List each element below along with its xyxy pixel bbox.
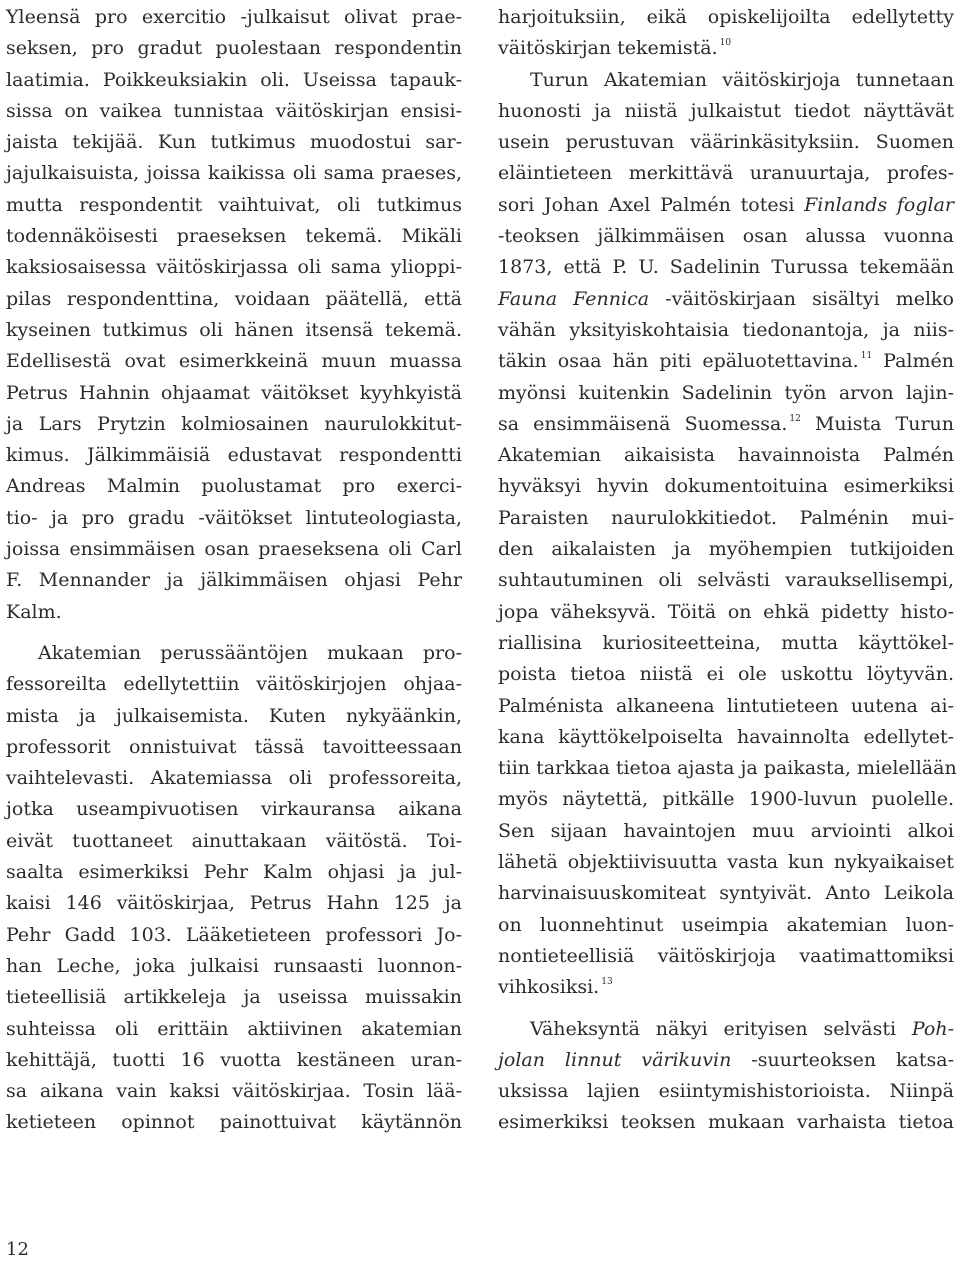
line-text: pilas respondenttina, voidaan päätellä, että xyxy=(6,287,462,310)
footnote-reference: 11 xyxy=(860,351,873,362)
line-text: täkin osaa hän piti epäluotettavina. xyxy=(498,350,859,373)
text-line xyxy=(6,315,462,346)
line-text: sa ensimmäisenä Suomessa. xyxy=(498,412,788,435)
text-line xyxy=(6,1076,462,1107)
footnote-reference: 10 xyxy=(719,38,732,49)
line-text: han Leche, joka julkaisi runsaasti luonnon- xyxy=(6,954,462,977)
line-text: fessoreilta edellytettiin väitöskirjojen ohjaa- xyxy=(6,673,462,696)
text-line xyxy=(6,1045,462,1076)
text-line xyxy=(6,732,462,763)
line-text: poista tietoa niistä ei ole uskottu löytyvän. xyxy=(498,663,954,686)
line-text: professorit onnistuivat tässä tavoitteessaan xyxy=(6,735,462,758)
line-text: Turun Akatemian väitöskirjoja tunnetaan xyxy=(530,68,954,91)
line-text: väitöskirjan tekemistä. xyxy=(498,37,718,60)
text-line xyxy=(498,878,954,909)
line-text: -väitöskirjaan sisältyi melko xyxy=(649,287,954,310)
line-text: Andreas Malmin puolustamat pro exerci- xyxy=(6,475,462,498)
text-line xyxy=(6,221,462,252)
line-text: Sen sijaan havaintojen muu arviointi alkoi xyxy=(498,819,954,842)
line-text: Muista Turun xyxy=(800,412,954,435)
line-text: Paraisten naurulokkitiedot. Palménin mui- xyxy=(498,506,954,529)
italic-title: jolan linnut värikuvin xyxy=(498,1048,732,1071)
text-line xyxy=(498,158,954,189)
text-line xyxy=(498,597,954,628)
italic-title: Fauna Fennica xyxy=(498,287,650,310)
line-text: harvinaisuuskomiteat syntyivät. Anto Leikola xyxy=(498,882,954,905)
footnote-reference: 12 xyxy=(789,413,801,424)
line-text: Väheksyntä näkyi erityisen selvästi xyxy=(530,1017,912,1040)
line-text: kehittäjä, tuotti 16 vuotta kestäneen uran- xyxy=(6,1048,462,1071)
line-text: ketieteen opinnot painottuivat käytännön xyxy=(6,1111,462,1134)
line-text: hyväksyi hyvin dokumentoituina esimerkiksi xyxy=(498,475,954,498)
line-text: usein perustuvan väärinkäsityksiin. Suomen xyxy=(498,131,954,154)
line-text: sori Johan Axel Palmén totesi xyxy=(498,193,805,216)
text-line xyxy=(6,951,462,982)
text-line xyxy=(498,691,954,722)
text-line xyxy=(6,638,462,669)
text-line xyxy=(498,1045,954,1076)
text-line xyxy=(498,471,954,502)
line-text: eläintieteen merkittävä uranuurtaja, profes- xyxy=(498,162,954,185)
text-line xyxy=(498,847,954,878)
text-line xyxy=(6,284,462,315)
page-number: 12 xyxy=(6,1239,29,1260)
line-text: sa aikana vain kaksi väitöskirjaa. Tosin lää- xyxy=(6,1080,462,1103)
text-line xyxy=(498,378,954,409)
text-line xyxy=(498,972,954,1003)
text-line xyxy=(6,597,462,628)
line-text: vaihtelevasti. Akatemiassa oli professoreita, xyxy=(6,767,462,790)
line-text: den aikalaisten ja myöhempien tutkijoiden xyxy=(498,538,954,561)
text-line xyxy=(6,534,462,565)
text-line xyxy=(6,920,462,951)
text-line xyxy=(6,96,462,127)
line-text: Kalm. xyxy=(6,600,62,623)
text-line xyxy=(498,96,954,127)
text-line xyxy=(498,784,954,815)
line-text: kana käyttökelpoiselta havainnolta edellytet- xyxy=(498,725,954,748)
text-line xyxy=(498,910,954,941)
line-text: kyseinen tutkimus oli hänen itsensä tekemä. xyxy=(6,318,462,341)
text-line xyxy=(498,534,954,565)
text-line xyxy=(6,65,462,96)
text-line xyxy=(498,252,954,283)
text-line xyxy=(6,565,462,596)
text-line xyxy=(498,1076,954,1107)
line-text: laatimia. Poikkeuksiakin oli. Useissa tapauk- xyxy=(6,68,462,91)
line-text: kaksiosaisessa väitöskirjassa oli sama ylioppi- xyxy=(6,256,462,279)
line-text: Yleensä pro exercitio -julkaisut olivat prae- xyxy=(6,6,462,28)
text-line xyxy=(6,471,462,502)
line-text: riallisina kuriositeetteina, mutta käyttökel- xyxy=(498,631,954,654)
text-line xyxy=(498,190,954,221)
line-text: Pehr Gadd 103. Lääketieteen professori Jo- xyxy=(6,923,462,946)
line-text: esimerkiksi teoksen mukaan varhaista tietoa xyxy=(498,1111,954,1134)
text-line xyxy=(498,127,954,158)
text-line xyxy=(498,284,954,315)
line-text: mutta respondentit vaihtuivat, oli tutkimus xyxy=(6,193,462,216)
line-text: jajulkaisuista, joissa kaikissa oli sama praeses, xyxy=(6,162,462,185)
text-line xyxy=(498,1107,954,1138)
text-line xyxy=(498,816,954,847)
text-line xyxy=(6,1014,462,1045)
text-line xyxy=(6,982,462,1013)
line-text: saalta esimerkiksi Pehr Kalm ohjasi ja jul- xyxy=(6,861,462,884)
line-text: tiin tarkkaa tietoa ajasta ja paikasta, mielellään xyxy=(498,757,957,780)
text-line xyxy=(6,857,462,888)
line-text: joissa ensimmäisen osan praeseksena oli Carl xyxy=(6,538,462,561)
left-text-column xyxy=(6,2,462,1139)
line-text: kimus. Jälkimmäisiä edustavat respondentti xyxy=(6,444,462,467)
line-text: jotka useampivuotisen virkauransa aikana xyxy=(6,798,462,821)
text-line xyxy=(498,565,954,596)
text-line xyxy=(6,701,462,732)
line-text: mista ja julkaisemista. Kuten nykyäänkin, xyxy=(6,704,462,727)
text-line xyxy=(498,1014,954,1045)
text-line xyxy=(6,794,462,825)
text-line xyxy=(6,1107,462,1138)
line-text: todennäköisesti praeseksen tekemä. Mikäli xyxy=(6,225,462,248)
text-line xyxy=(498,659,954,690)
line-text: 1873, että P. U. Sadelinin Turussa tekemään xyxy=(498,256,954,279)
line-text: vähän yksityiskohtaisia tiedonantoja, ja niis- xyxy=(498,318,954,341)
text-line xyxy=(498,722,954,753)
italic-title: Poh- xyxy=(911,1017,954,1040)
text-line xyxy=(6,763,462,794)
text-line xyxy=(6,440,462,471)
line-text: Palmén xyxy=(872,350,954,373)
text-line xyxy=(498,65,954,96)
text-line xyxy=(498,753,957,784)
line-text: jaista tekijää. Kun tutkimus muodostui sar- xyxy=(6,131,462,154)
text-line xyxy=(498,346,954,377)
text-line xyxy=(6,409,462,440)
line-text: Akatemian perussääntöjen mukaan pro- xyxy=(38,641,462,664)
line-text: F. Mennander ja jälkimmäisen ohjasi Pehr xyxy=(6,569,462,592)
line-text: uksissa lajien esiintymishistorioista. Niinpä xyxy=(498,1080,954,1103)
line-text: -suurteoksen katsa- xyxy=(731,1048,954,1071)
text-line xyxy=(498,409,954,440)
line-text: suhtautuminen oli selvästi varauksellisempi, xyxy=(498,569,954,592)
line-text: harjoituksiin, eikä opiskelijoilta edellytetty xyxy=(498,6,954,28)
line-text: Edellisestä ovat esimerkkeinä muun muassa xyxy=(6,350,462,373)
line-text: myönsi kuitenkin Sadelinin työn arvon lajin- xyxy=(498,381,954,404)
line-text: myös näytettä, pitkälle 1900-luvun puolelle. xyxy=(498,788,954,811)
text-line xyxy=(498,221,954,252)
line-text: vihkosiksi. xyxy=(498,976,600,999)
text-line xyxy=(498,2,954,33)
line-text: lähetä objektiivisuutta vasta kun nykyaikaiset xyxy=(498,851,954,874)
line-text: suhteissa oli erittäin aktiivinen akatemian xyxy=(6,1017,462,1040)
text-line xyxy=(498,315,954,346)
line-text: huonosti ja niistä julkaistut tiedot näyttävät xyxy=(498,99,954,122)
text-line xyxy=(498,941,954,972)
text-line xyxy=(6,252,462,283)
text-line xyxy=(498,440,954,471)
line-text: Akatemian aikaisista havainnoista Palmén xyxy=(498,444,954,467)
line-text: ja Lars Prytzin kolmiosainen naurulokkitut- xyxy=(6,412,462,435)
text-line xyxy=(6,826,462,857)
text-line xyxy=(6,190,462,221)
text-line xyxy=(6,33,462,64)
italic-title: Finlands foglar xyxy=(804,193,954,216)
line-text: sissa on vaikea tunnistaa väitöskirjan ensisi- xyxy=(6,99,462,122)
text-line xyxy=(6,158,462,189)
text-line xyxy=(6,378,462,409)
text-line xyxy=(6,346,462,377)
text-line xyxy=(6,669,462,700)
text-line xyxy=(6,888,462,919)
line-text: Palménista alkaneena lintutieteen uutena ai- xyxy=(498,694,954,717)
line-text: tieteellisiä artikkeleja ja useissa muissakin xyxy=(6,986,462,1009)
text-line xyxy=(498,503,954,534)
line-text: nontieteellisiä väitöskirjoja vaatimattomiksi xyxy=(498,944,954,967)
text-line xyxy=(6,2,462,33)
text-line xyxy=(498,628,954,659)
line-text: seksen, pro gradut puolestaan respondentin xyxy=(6,37,462,60)
line-text: on luonnehtinut useimpia akatemian luon- xyxy=(498,913,954,936)
text-line xyxy=(6,503,462,534)
line-text: eivät tuottaneet ainuttakaan väitöstä. Toi- xyxy=(6,829,462,852)
line-text: tio- ja pro gradu -väitökset lintuteologiasta, xyxy=(6,506,462,529)
line-text: -teoksen jälkimmäisen osan alussa vuonna xyxy=(498,225,954,248)
line-text: Petrus Hahnin ohjaamat väitökset kyyhkyistä xyxy=(6,381,462,404)
footnote-reference: 13 xyxy=(601,977,613,988)
right-text-column xyxy=(498,2,957,1139)
line-text: kaisi 146 väitöskirjaa, Petrus Hahn 125 ja xyxy=(6,892,462,915)
line-text: jopa väheksyvä. Töitä on ehkä pidetty histo- xyxy=(498,600,954,623)
text-line xyxy=(6,127,462,158)
text-line xyxy=(498,33,954,64)
